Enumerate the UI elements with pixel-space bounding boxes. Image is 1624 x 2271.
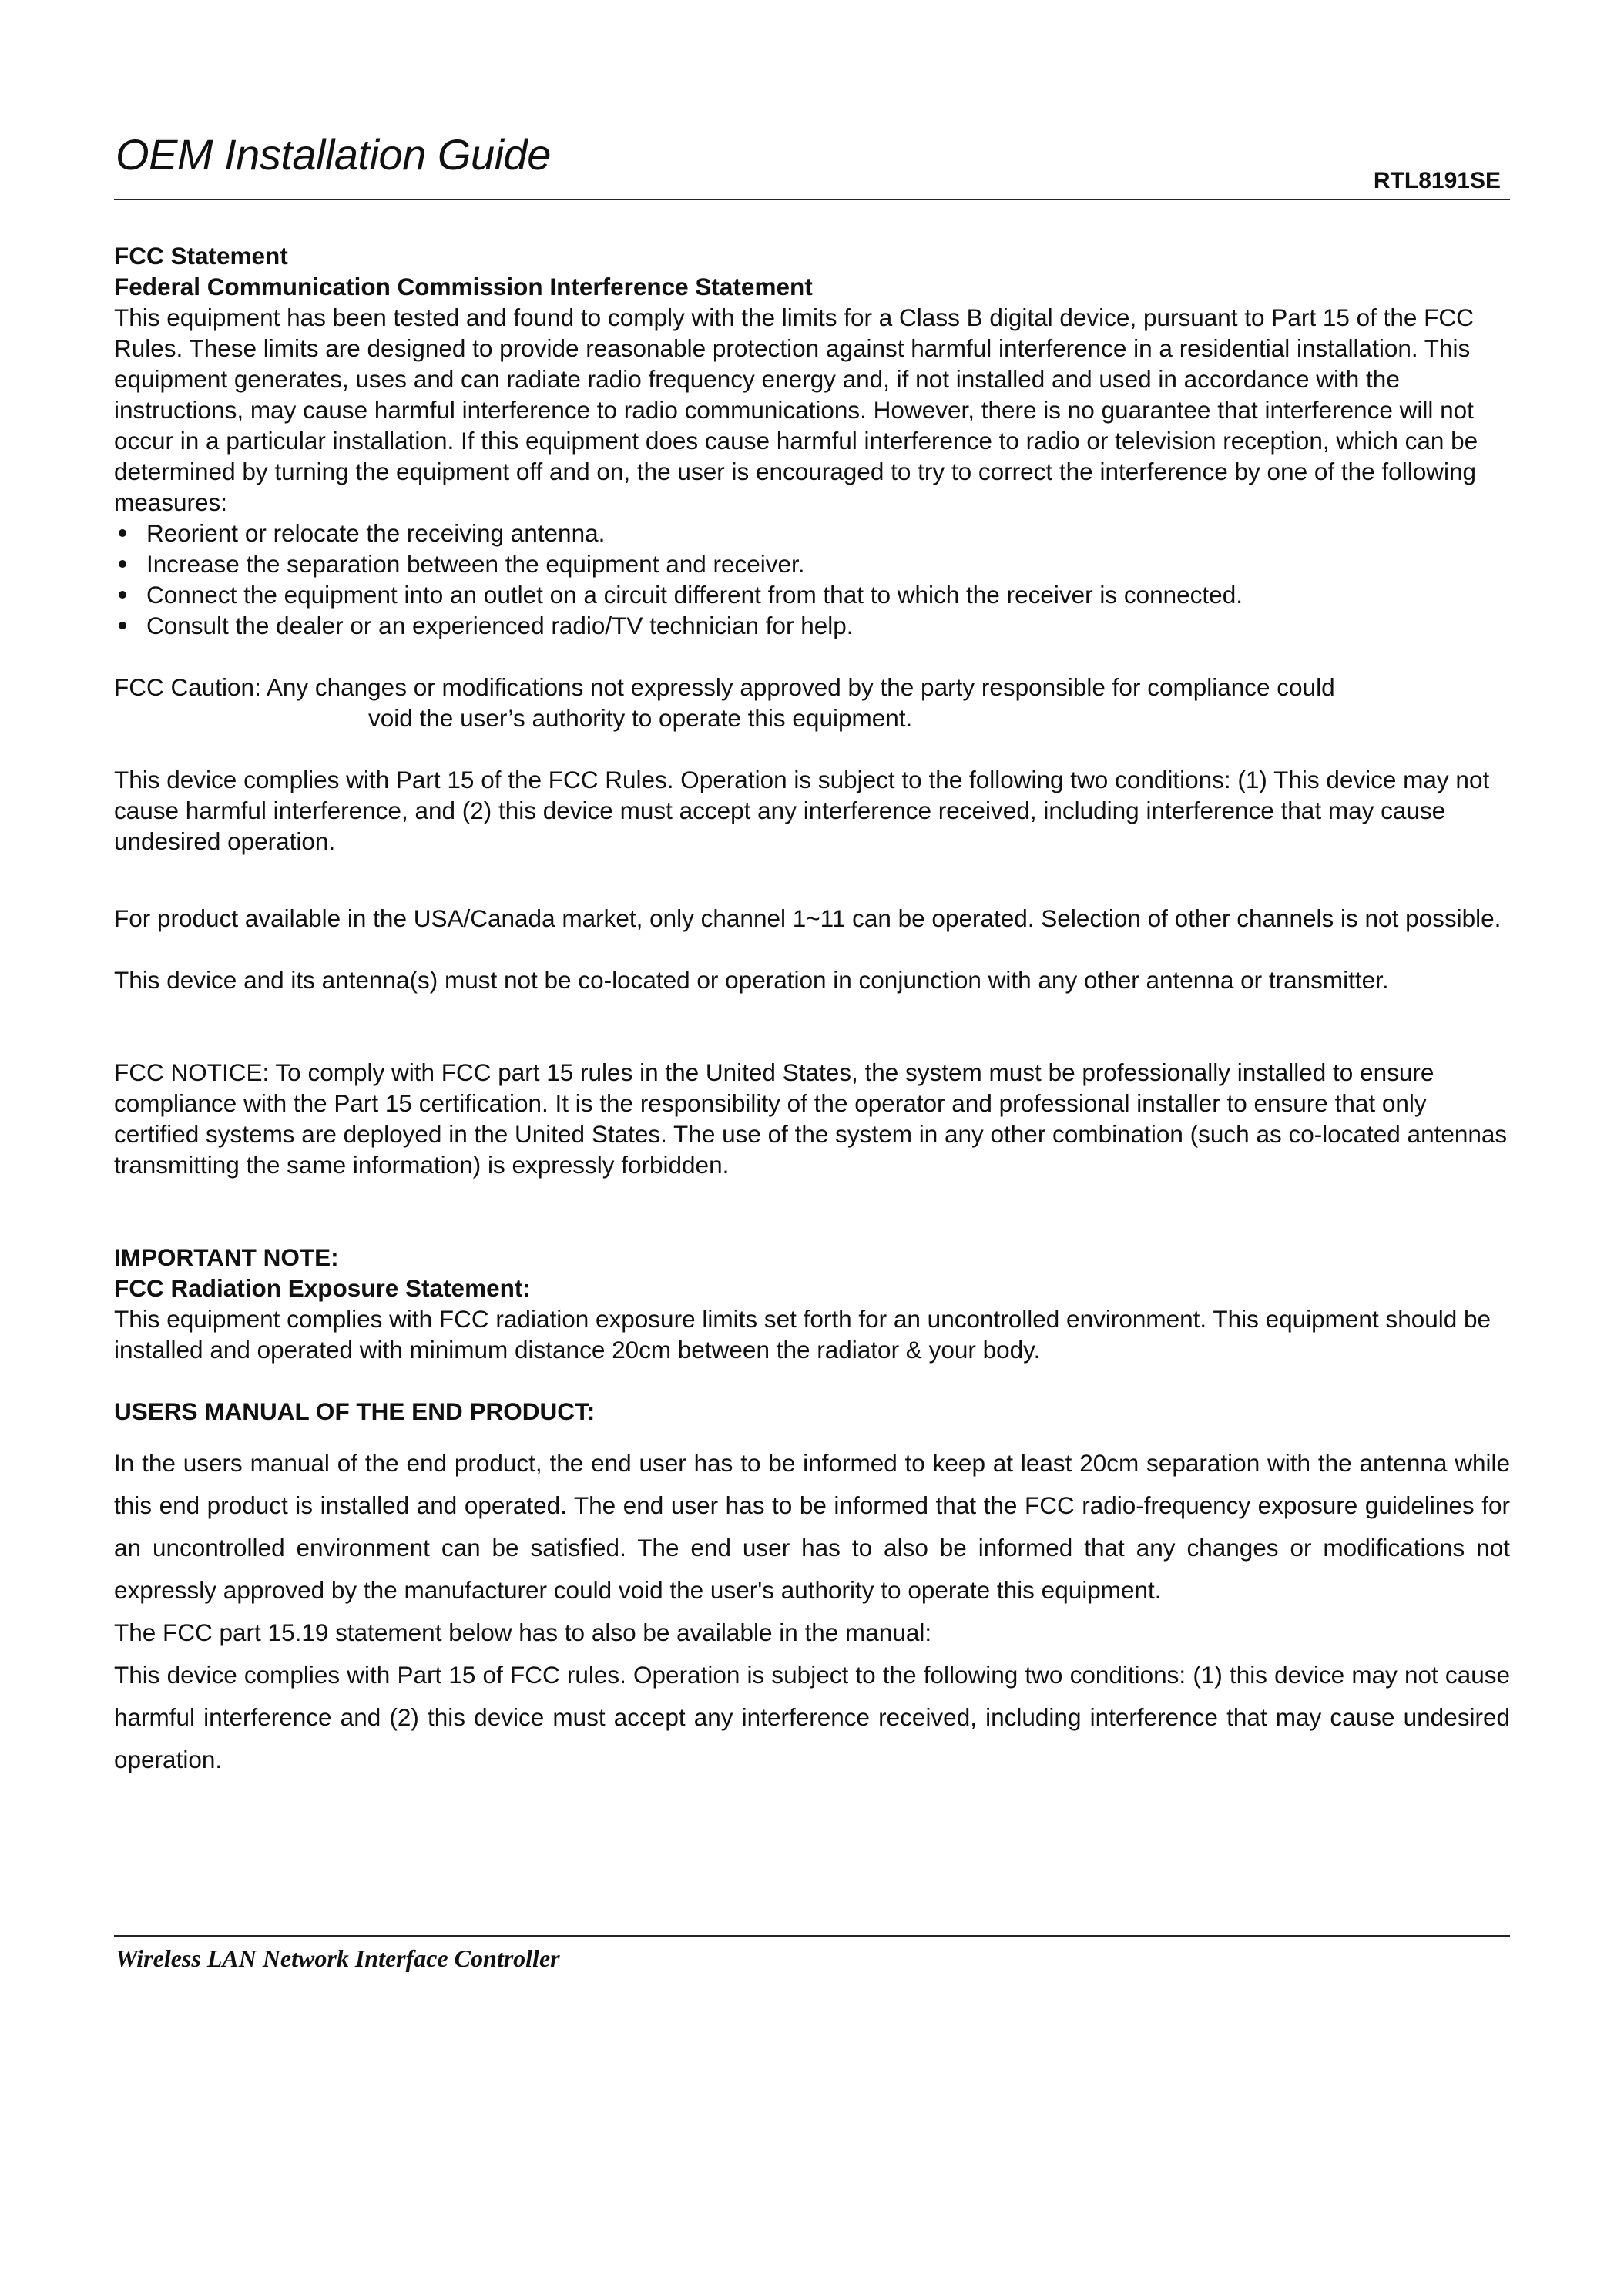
fcc-statement-heading: FCC Statement [114, 242, 288, 270]
colocation-paragraph: This device and its antenna(s) must not be co-located or operation in conjunction with any other antenna or transmitter. [114, 966, 1389, 994]
list-item: Increase the separation between the equipment and receiver. [114, 548, 1510, 579]
channels-paragraph: For product available in the USA/Canada market, only channel 1~11 can be operated. Selection of other channels is not possible. [114, 904, 1502, 932]
list-item: Connect the equipment into an outlet on a circuit different from that to which the receiver is connected. [114, 579, 1510, 610]
fcc-interference-subheading: Federal Communication Commission Interference Statement [114, 273, 813, 300]
fcc-notice-paragraph: FCC NOTICE: To comply with FCC part 15 rules in the United States, the system must be professionally installed to ensure compliance with the Part 15 certification. It is the responsibility of the operator and professional installer to ensure that only certified systems are deployed in the United States. The use of the system in any other combination (such as co-located antennas transmitting the same information) is expressly forbidden. [114, 1058, 1508, 1179]
measures-list [114, 518, 1510, 641]
document-body [114, 240, 1510, 1781]
users-manual-heading: USERS MANUAL OF THE END PRODUCT: [114, 1397, 596, 1425]
document-title: OEM Installation Guide [116, 130, 551, 179]
radiation-exposure-subheading: FCC Radiation Exposure Statement: [114, 1274, 531, 1302]
model-number: RTL8191SE [1373, 168, 1501, 193]
fcc-caution-paragraph [114, 672, 1510, 733]
radiation-exposure-paragraph: This equipment complies with FCC radiation exposure limits set forth for an uncontrolled environment. This equipment should be installed and operated with minimum distance 20cm between the radiator & your body. [114, 1305, 1491, 1364]
part-15-19-statement: This device complies with Part 15 of FCC rules. Operation is subject to the following two conditions: (1) this device may not cause harmful interference and (2) this device must accept any interference received, including interference that may cause undesired operation. [114, 1661, 1510, 1773]
fcc-caution-line-2: void the user’s authority to operate this equipment. [368, 704, 913, 732]
footer-divider [114, 1935, 1510, 1937]
footer-product-name: Wireless LAN Network Interface Controller [116, 1944, 560, 1972]
list-item: Consult the dealer or an experienced radio/TV technician for help. [114, 610, 1510, 641]
header-divider [114, 199, 1510, 200]
fcc-caution-line-1: FCC Caution: Any changes or modifications not expressly approved by the party responsible for compliance could [114, 673, 1335, 701]
part15-paragraph: This device complies with Part 15 of the FCC Rules. Operation is subject to the following two conditions: (1) This device may not cause harmful interference, and (2) this device must accept any interference received, including interference that may cause undesired operation. [114, 766, 1490, 855]
list-item: Reorient or relocate the receiving antenna. [114, 518, 1510, 548]
part-15-19-intro: The FCC part 15.19 statement below has to also be available in the manual: [114, 1619, 932, 1646]
important-note-heading: IMPORTANT NOTE: [114, 1243, 339, 1271]
fcc-interference-paragraph: This equipment has been tested and found to comply with the limits for a Class B digital device, pursuant to Part 15 of the FCC Rules. These limits are designed to provide reasonable protection against harmful interference in a residential installation. This equipment generates, uses and can radiate radio frequency energy and, if not installed and used in accordance with the instructions, may cause harmful interference to radio communications. However, there is no guarantee that interference will not occur in a particular installation. If this equipment does cause harmful interference to radio or television reception, which can be determined by turning the equipment off and on, the user is encouraged to try to correct the interference by one of the following measures: [114, 304, 1478, 516]
users-manual-paragraph: In the users manual of the end product, the end user has to be informed to keep at least 20cm separation with the antenna while this end product is installed and operated. The end user has to be informed that the FCC radio-frequency exposure guidelines for an uncontrolled environment can be satisfied. The end user has to also be informed that any changes or modifications not expressly approved by the manufacturer could void the user's authority to operate this equipment. [114, 1449, 1510, 1604]
